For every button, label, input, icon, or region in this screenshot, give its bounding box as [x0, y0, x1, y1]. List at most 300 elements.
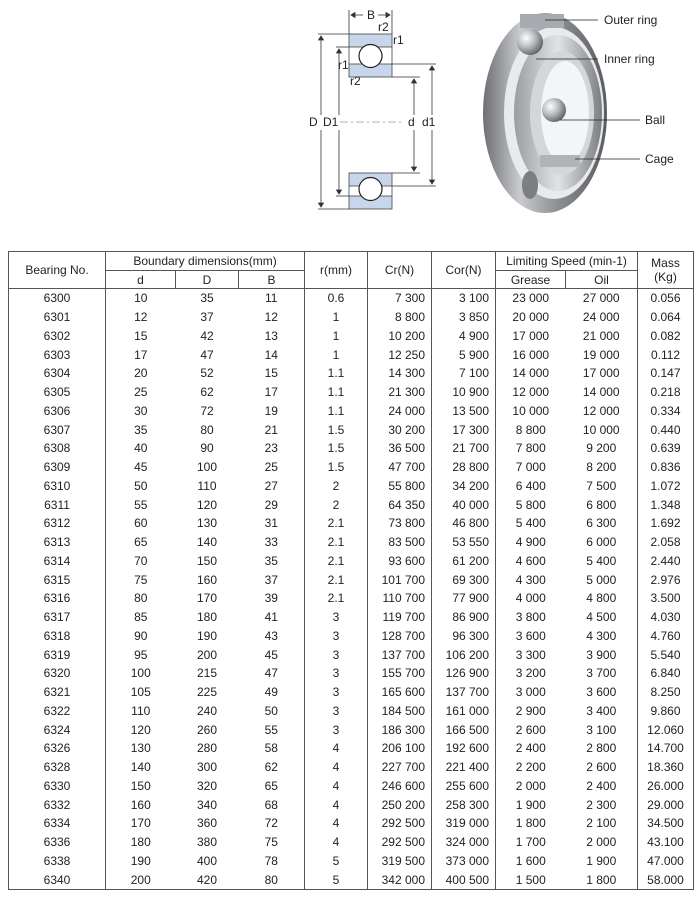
cell-D: 170: [196, 591, 218, 606]
cell-cor: 324 000: [432, 833, 496, 852]
cell-d: 85: [106, 608, 176, 627]
table-row: [9, 570, 694, 589]
cell-oil: 1 800: [566, 870, 638, 889]
cell-cr: 128 700: [368, 627, 432, 646]
cell-bearing-no: 6301: [9, 308, 106, 327]
cell-D: 260: [196, 722, 218, 737]
cell-bearing-no: 6308: [9, 439, 106, 458]
cell-oil: 21 000: [566, 327, 638, 346]
cell-cr: 186 300: [368, 720, 432, 739]
cell-bearing-no: 6307: [9, 420, 106, 439]
cell-D: 190: [196, 628, 218, 643]
cell-B: 15: [239, 364, 305, 383]
cell-grease: 1 900: [496, 795, 566, 814]
cell-grease: 7 800: [496, 439, 566, 458]
cell-D: 160: [196, 572, 218, 587]
cell-cor: 13 500: [432, 402, 496, 421]
cell-mass: 2.976: [638, 570, 694, 589]
cell-d: 60: [106, 514, 176, 533]
cell-mass: 0.082: [638, 327, 694, 346]
cell-r: 5: [305, 852, 368, 871]
cell-r: 1.1: [305, 364, 368, 383]
table-row: [9, 364, 694, 383]
cell-cor: 400 500: [432, 870, 496, 889]
cell-cor: 61 200: [432, 552, 496, 571]
cell-cor: 3 850: [432, 308, 496, 327]
cell-cr: 292 500: [368, 833, 432, 852]
cell-grease: 4 600: [496, 552, 566, 571]
table-row: [9, 814, 694, 833]
cell-B: 29: [239, 495, 305, 514]
cell-oil: 3 600: [566, 683, 638, 702]
table-row: [9, 645, 694, 664]
cell-D: 200: [196, 647, 218, 662]
cell-cor: 40 000: [432, 495, 496, 514]
inner-ring-callout: Inner ring: [604, 52, 655, 66]
table-row: [9, 589, 694, 608]
cell-B: 41: [239, 608, 305, 627]
cell-grease: 3 200: [496, 664, 566, 683]
cell-bearing-no: 6310: [9, 477, 106, 496]
cell-B: 27: [239, 477, 305, 496]
d1-outer-label: D1: [323, 115, 339, 129]
cell-r: 3: [305, 645, 368, 664]
cell-cor: 21 700: [432, 439, 496, 458]
cell-B: 37: [239, 570, 305, 589]
cell-cr: 47 700: [368, 458, 432, 477]
cell-B: 14: [239, 345, 305, 364]
cell-r: 2.1: [305, 552, 368, 571]
cell-cr: 36 500: [368, 439, 432, 458]
table-row: [9, 627, 694, 646]
cell-grease: 2 000: [496, 777, 566, 796]
cell-cr: 64 350: [368, 495, 432, 514]
table-body: [9, 289, 694, 890]
d1-inner-label: d1: [422, 115, 436, 129]
cell-d: 110: [106, 702, 176, 721]
cell-D: 42: [200, 328, 214, 343]
cell-D: 62: [200, 385, 214, 400]
cell-cr: 227 700: [368, 758, 432, 777]
cell-r: 4: [305, 777, 368, 796]
cell-oil: 2 400: [566, 777, 638, 796]
cell-oil: 3 900: [566, 645, 638, 664]
cell-D: 340: [196, 797, 218, 812]
cell-D: 240: [196, 703, 218, 718]
cell-mass: 0.056: [638, 289, 694, 308]
table-row: [9, 327, 694, 346]
cell-D: 130: [196, 516, 218, 531]
cell-mass: 0.440: [638, 420, 694, 439]
table-row: [9, 702, 694, 721]
cell-bearing-no: 6328: [9, 758, 106, 777]
cell-cor: 373 000: [432, 852, 496, 871]
table-row: [9, 514, 694, 533]
cell-mass: 2.440: [638, 552, 694, 571]
cell-B: 43: [239, 627, 305, 646]
cell-oil: 2 600: [566, 758, 638, 777]
bearing-3d-render: [483, 13, 607, 213]
cell-cor: 258 300: [432, 795, 496, 814]
cell-bearing-no: 6336: [9, 833, 106, 852]
cell-bearing-no: 6322: [9, 702, 106, 721]
cell-d: 17: [106, 345, 176, 364]
cell-bearing-no: 6306: [9, 402, 106, 421]
cell-B: 55: [239, 720, 305, 739]
cell-D: 37: [200, 310, 214, 325]
cell-r: 2: [305, 495, 368, 514]
cell-cor: 5 900: [432, 345, 496, 364]
cell-cor: 161 000: [432, 702, 496, 721]
cell-d: 12: [106, 308, 176, 327]
cell-cor: 17 300: [432, 420, 496, 439]
cell-grease: 8 800: [496, 420, 566, 439]
header-mass-unit: (Kg): [654, 270, 677, 284]
cell-cor: 69 300: [432, 570, 496, 589]
table-row: [9, 533, 694, 552]
ball-callout: Ball: [645, 113, 666, 127]
cell-d: 120: [106, 720, 176, 739]
table-row: [9, 664, 694, 683]
cell-r: 2.1: [305, 514, 368, 533]
cell-B: 13: [239, 327, 305, 346]
table-row: [9, 683, 694, 702]
cell-cr: 55 800: [368, 477, 432, 496]
cell-d: 180: [106, 833, 176, 852]
cell-D: 35: [200, 291, 214, 306]
cell-oil: 3 100: [566, 720, 638, 739]
cell-B: 50: [239, 702, 305, 721]
cell-r: 3: [305, 627, 368, 646]
cell-r: 4: [305, 814, 368, 833]
cell-r: 1.5: [305, 458, 368, 477]
cell-oil: 3 700: [566, 664, 638, 683]
cell-r: 5: [305, 870, 368, 889]
cell-d: 50: [106, 477, 176, 496]
cell-bearing-no: 6302: [9, 327, 106, 346]
b-label: B: [367, 8, 376, 22]
cell-cr: 165 600: [368, 683, 432, 702]
cell-cr: 7 300: [368, 289, 432, 308]
table-row: [9, 795, 694, 814]
cell-oil: 10 000: [566, 420, 638, 439]
cell-grease: 16 000: [496, 345, 566, 364]
cell-cor: 53 550: [432, 533, 496, 552]
cell-bearing-no: 6313: [9, 533, 106, 552]
cell-D: 225: [196, 685, 218, 700]
cell-bearing-no: 6312: [9, 514, 106, 533]
cell-B: 45: [239, 645, 305, 664]
cell-r: 2.1: [305, 533, 368, 552]
cell-cr: 14 300: [368, 364, 432, 383]
cell-cor: 166 500: [432, 720, 496, 739]
cell-cr: 319 500: [368, 852, 432, 871]
cell-grease: 4 300: [496, 570, 566, 589]
cell-mass: 26.000: [638, 777, 694, 796]
header-D: D: [176, 271, 239, 289]
header-mass: [638, 252, 694, 289]
cell-r: 1.5: [305, 439, 368, 458]
cell-mass: 0.218: [638, 383, 694, 402]
cell-bearing-no: 6314: [9, 552, 106, 571]
cell-bearing-no: 6317: [9, 608, 106, 627]
cell-d: 55: [106, 495, 176, 514]
cell-cor: 4 900: [432, 327, 496, 346]
cell-r: 1.5: [305, 420, 368, 439]
cell-grease: 1 700: [496, 833, 566, 852]
cell-r: 4: [305, 739, 368, 758]
cell-cor: 28 800: [432, 458, 496, 477]
cell-oil: 7 500: [566, 477, 638, 496]
cell-oil: 17 000: [566, 364, 638, 383]
header-grease: Grease: [496, 271, 566, 289]
cell-mass: 47.000: [638, 852, 694, 871]
cell-oil: 4 800: [566, 589, 638, 608]
header-cr: Cr(N): [368, 252, 432, 289]
cell-bearing-no: 6338: [9, 852, 106, 871]
cell-d: 40: [106, 439, 176, 458]
cell-d: 45: [106, 458, 176, 477]
cell-cor: 106 200: [432, 645, 496, 664]
cell-bearing-no: 6315: [9, 570, 106, 589]
table-row: [9, 870, 694, 889]
cell-bearing-no: 6311: [9, 495, 106, 514]
table-row: [9, 758, 694, 777]
cell-D: 300: [196, 760, 218, 775]
cell-grease: 10 000: [496, 402, 566, 421]
cell-oil: 6 800: [566, 495, 638, 514]
cell-d: 15: [106, 327, 176, 346]
cell-mass: 6.840: [638, 664, 694, 683]
header-B: B: [239, 271, 305, 289]
cell-grease: 2 900: [496, 702, 566, 721]
cell-grease: 5 800: [496, 495, 566, 514]
d-outer-label: D: [309, 115, 318, 129]
cell-d: 130: [106, 739, 176, 758]
cell-cor: 7 100: [432, 364, 496, 383]
cell-d: 25: [106, 383, 176, 402]
cell-B: 75: [239, 833, 305, 852]
cell-r: 4: [305, 795, 368, 814]
cell-B: 17: [239, 383, 305, 402]
header-oil: Oil: [566, 271, 638, 289]
cell-oil: 4 500: [566, 608, 638, 627]
cell-mass: 34.500: [638, 814, 694, 833]
cell-D: 420: [176, 870, 239, 889]
cell-cr: 12 250: [368, 345, 432, 364]
cell-grease: 17 000: [496, 327, 566, 346]
cell-D: 52: [200, 366, 214, 381]
r1-top-label: r1: [393, 33, 404, 47]
table-row: [9, 852, 694, 871]
cell-cor: 255 600: [432, 777, 496, 796]
cell-oil: 14 000: [566, 383, 638, 402]
cell-grease: 23 000: [496, 289, 566, 308]
cell-cr: 93 600: [368, 552, 432, 571]
cell-d: 95: [106, 645, 176, 664]
cell-bearing-no: 6300: [9, 289, 106, 308]
table-row: [9, 308, 694, 327]
table-row: [9, 739, 694, 758]
cell-cr: 73 800: [368, 514, 432, 533]
cell-mass: 5.540: [638, 645, 694, 664]
cell-D: 100: [196, 460, 218, 475]
cell-mass: 3.500: [638, 589, 694, 608]
header-limiting-speed: Limiting Speed (min-1): [496, 252, 638, 271]
cell-B: 80: [239, 870, 305, 889]
cell-B: 39: [239, 589, 305, 608]
cell-B: 49: [239, 683, 305, 702]
cell-r: 3: [305, 664, 368, 683]
bearing-figure: [0, 0, 700, 240]
cell-bearing-no: 6304: [9, 364, 106, 383]
cell-grease: 1 500: [496, 870, 566, 889]
cell-oil: 19 000: [566, 345, 638, 364]
cage-callout: Cage: [645, 152, 674, 166]
cell-d: 170: [106, 814, 176, 833]
table-row: [9, 458, 694, 477]
cell-cor: 126 900: [432, 664, 496, 683]
cell-r: 2.1: [305, 589, 368, 608]
cell-d: 90: [106, 627, 176, 646]
cell-grease: 3 600: [496, 627, 566, 646]
table-row: [9, 383, 694, 402]
header-boundary-dimensions: Boundary dimensions(mm): [106, 252, 305, 271]
cell-B: 19: [239, 402, 305, 421]
cell-r: 2: [305, 477, 368, 496]
cell-d: 190: [106, 852, 176, 871]
cell-B: 12: [239, 308, 305, 327]
cell-r: 3: [305, 683, 368, 702]
cell-r: 4: [305, 758, 368, 777]
cell-cr: 110 700: [368, 589, 432, 608]
table-row: [9, 777, 694, 796]
cell-B: 35: [239, 552, 305, 571]
header-bearing-no: Bearing No.: [9, 252, 106, 289]
cell-r: 3: [305, 720, 368, 739]
cell-d: 105: [106, 683, 176, 702]
cell-cr: 30 200: [368, 420, 432, 439]
cell-d: 35: [106, 420, 176, 439]
cell-B: 68: [239, 795, 305, 814]
cell-cor: 96 300: [432, 627, 496, 646]
cell-d: 200: [106, 870, 176, 889]
cell-D: 400: [196, 853, 218, 868]
cell-cor: 86 900: [432, 608, 496, 627]
cell-B: 62: [239, 758, 305, 777]
cell-mass: 12.060: [638, 720, 694, 739]
cell-cr: 246 600: [368, 777, 432, 796]
cell-mass: 1.348: [638, 495, 694, 514]
cell-grease: 2 600: [496, 720, 566, 739]
cell-bearing-no: 6321: [9, 683, 106, 702]
cell-oil: 2 300: [566, 795, 638, 814]
cell-grease: 6 400: [496, 477, 566, 496]
cell-r: 2.1: [305, 570, 368, 589]
r1-inner-label: r1: [338, 58, 349, 72]
cell-d: 65: [106, 533, 176, 552]
cell-grease: 3 800: [496, 608, 566, 627]
cell-B: 47: [239, 664, 305, 683]
cell-cor: 10 900: [432, 383, 496, 402]
cell-D: 110: [197, 478, 217, 493]
cell-oil: 6 300: [566, 514, 638, 533]
cell-mass: 0.639: [638, 439, 694, 458]
cell-d: 140: [106, 758, 176, 777]
cell-oil: 8 200: [566, 458, 638, 477]
cell-mass: 0.147: [638, 364, 694, 383]
cell-B: 33: [239, 533, 305, 552]
cell-bearing-no: 6334: [9, 814, 106, 833]
cross-section-drawing: [0, 0, 700, 240]
cell-B: 23: [239, 439, 305, 458]
cell-mass: 2.058: [638, 533, 694, 552]
cell-B: 72: [239, 814, 305, 833]
cell-oil: 3 400: [566, 702, 638, 721]
cell-grease: 3 000: [496, 683, 566, 702]
cell-oil: 9 200: [566, 439, 638, 458]
r2-inner-label: r2: [350, 74, 361, 88]
table-row: [9, 477, 694, 496]
cell-r: 4: [305, 833, 368, 852]
bottom-ring-section: [349, 173, 392, 209]
cell-B: 25: [239, 458, 305, 477]
cell-cr: 24 000: [368, 402, 432, 421]
cell-bearing-no: 6326: [9, 739, 106, 758]
cell-mass: 1.072: [638, 477, 694, 496]
d-inner-label: d: [408, 115, 415, 129]
cell-D: 360: [196, 816, 218, 831]
cell-D: 215: [196, 666, 218, 681]
cell-bearing-no: 6309: [9, 458, 106, 477]
cell-d: 70: [106, 552, 176, 571]
cell-mass: 8.250: [638, 683, 694, 702]
cell-bearing-no: 6324: [9, 720, 106, 739]
cell-bearing-no: 6330: [9, 777, 106, 796]
cell-oil: 5 000: [566, 570, 638, 589]
table-row: [9, 345, 694, 364]
header-d: d: [106, 271, 176, 289]
cell-cr: 137 700: [368, 645, 432, 664]
cell-r: 0.6: [305, 289, 368, 308]
cell-D: 120: [196, 497, 218, 512]
cell-oil: 27 000: [566, 289, 638, 308]
cell-B: 11: [239, 289, 305, 308]
cell-r: 1: [305, 308, 368, 327]
table-row: [9, 289, 694, 308]
cell-D: 380: [196, 835, 218, 850]
cell-B: 78: [239, 852, 305, 871]
cell-bearing-no: 6303: [9, 345, 106, 364]
cell-mass: 0.064: [638, 308, 694, 327]
table-row: [9, 439, 694, 458]
cell-r: 1.1: [305, 402, 368, 421]
cell-mass: 0.836: [638, 458, 694, 477]
cell-cr: 250 200: [368, 795, 432, 814]
cell-cr: 292 500: [368, 814, 432, 833]
cell-d: 20: [106, 364, 176, 383]
cell-r: 3: [305, 608, 368, 627]
cell-cor: 46 800: [432, 514, 496, 533]
cell-grease: 20 000: [496, 308, 566, 327]
cell-cr: 119 700: [368, 608, 432, 627]
cell-D: 72: [200, 403, 214, 418]
cell-cr: 155 700: [368, 664, 432, 683]
cell-oil: 24 000: [566, 308, 638, 327]
cell-grease: 3 300: [496, 645, 566, 664]
table-row: [9, 552, 694, 571]
cell-bearing-no: 6319: [9, 645, 106, 664]
